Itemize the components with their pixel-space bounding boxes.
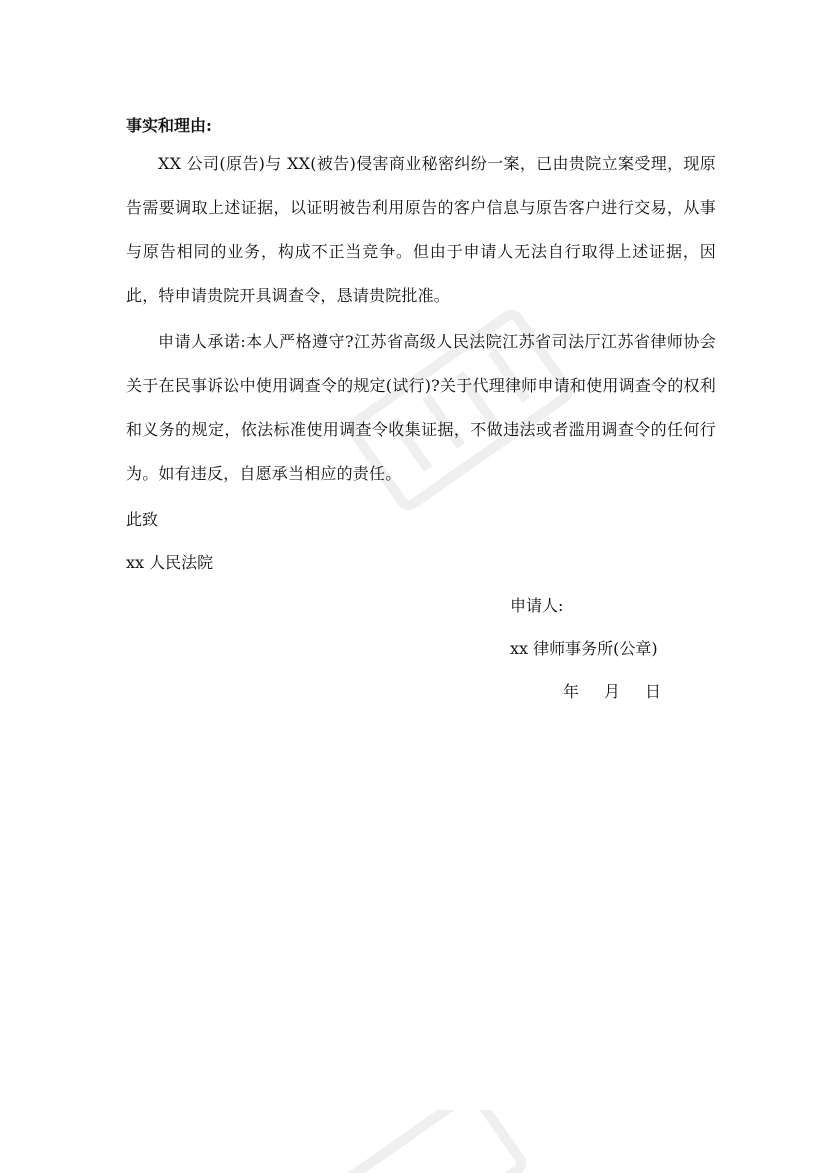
section-heading: 事实和理由:: [126, 116, 212, 135]
date-year-label: 年: [563, 682, 580, 701]
recipient-court: xx 人民法院: [126, 553, 214, 572]
applicant-name: xx 律师事务所(公章): [510, 639, 658, 658]
date-month-label: 月: [604, 682, 621, 701]
salutation: 此致: [126, 510, 159, 529]
facts-paragraph: XX 公司(原告)与 XX(被告)侵害商业秘密纠纷一案，已由贵院立案受理，现原告需要调取上述证据，以证明被告利用原告的客户信息与原告客户进行交易，从事与原告相同的业务，构成不正当竞争。但由于申请人无法自行取得上述证据，因此，特申请贵院开具调查令，恳请贵院批准。: [126, 154, 716, 305]
date-day-label: 日: [645, 682, 662, 701]
watermark-logo-bottom: [330, 1110, 530, 1173]
commitment-paragraph: 申请人承诺:本人严格遵守?江苏省高级人民法院江苏省司法厅江苏省律师协会关于在民事诉讼中使用调查令的规定(试行)?关于代理律师申请和使用调查令的权利和义务的规定，依法标准使用调查令收集证据，不做违法或者滥用调查令的任何行为。如有违反，自愿承当相应的责任。: [126, 332, 716, 483]
applicant-label: 申请人:: [510, 596, 564, 615]
